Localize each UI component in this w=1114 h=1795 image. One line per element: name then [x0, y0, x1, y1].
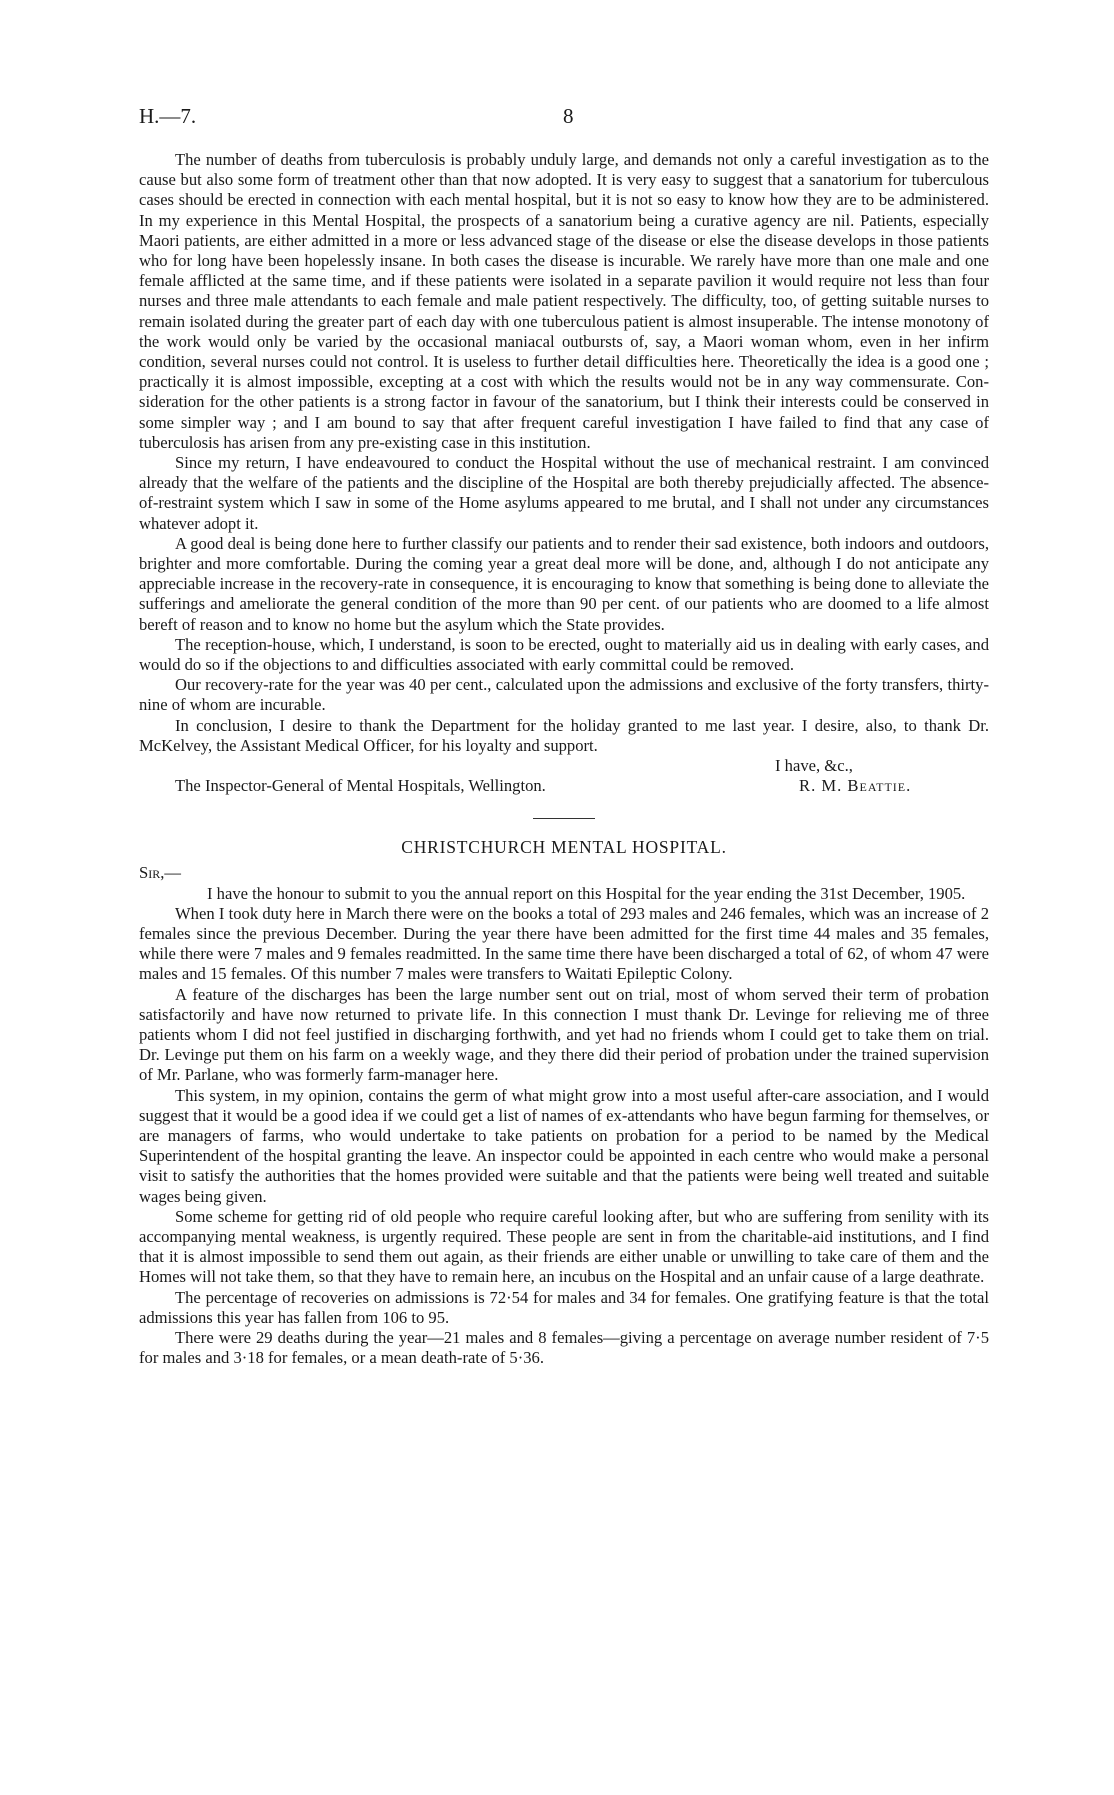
paragraph: A good deal is being done here to further classify our patients and to render their sad existence, both indoors and outdoors, brighter and more comfortable. During the coming year a great deal more will be done, and, although I do not anticipate any appreciable increase in the recovery-rate in consequence, it is encouraging to know that something is being done to alleviate the sufferings and ameliorate the general condition of the more than 90 per cent. of our patients who are doomed to a life almost bereft of reason and to know no home but the asylum which the State provides.	[139, 533, 989, 634]
section-title: CHRISTCHURCH MENTAL HOSPITAL.	[401, 837, 727, 858]
paragraph: The reception-house, which, I understand, is soon to be erected, ought to materially aid us in dealing with early cases, and would do so if the objections to and difficulties associated with early committal could be removed.	[139, 634, 989, 675]
page-number: 8	[563, 104, 574, 128]
page-body	[139, 150, 989, 1368]
salutation: Sir,—	[139, 863, 181, 883]
page-header	[139, 104, 989, 134]
paragraph: This system, in my opinion, contains the germ of what might grow into a most useful after-care association, and I would suggest that it would be a good idea if we could get a list of names of ex-attendants who have begun farming for themselves, or are managers of farms, who would undertake to take patients on probation for a period to be named by the Medical Superintendent of the hospital granting the leave. An inspector could be appointed in each centre who would make a personal visit to satisfy the authorities that the homes provided were suitable and that the patients were being well treated and suitable wages being given.	[139, 1085, 989, 1206]
paragraph: I have the honour to submit to you the annual report on this Hospital for the year ending the 31st December, 1905.	[207, 883, 966, 903]
paragraph: Since my return, I have endeavoured to conduct the Hospital without the use of mechanical restraint. I am convinced already that the welfare of the patients and the discipline of the Hospital are both thereby prejudicially affected. The absence-of-restraint system which I saw in some of the Home asylums appeared to me brutal, and I shall not under any circumstances whatever adopt it.	[139, 453, 989, 533]
paragraph: There were 29 deaths during the year—21 males and 8 females—giving a percentage on average number resident of 7·5 for males and 3·18 for females, or a mean death-rate of 5·36.	[139, 1327, 989, 1368]
paragraph: Our recovery-rate for the year was 40 per cent., calculated upon the admissions and exclusive of the forty transfers, thirty-nine of whom are incurable.	[139, 675, 989, 715]
recipient: The Inspector-General of Mental Hospitals, Wellington.	[175, 776, 546, 796]
paragraph: A feature of the discharges has been the large number sent out on trial, most of whom served their term of probation satisfactorily and have now returned to private life. In this connection I must thank Dr. Levinge for relieving me of three patients whom I did not feel justified in discharging forthwith, and yet had no friends whom I could get to take them on trial. Dr. Levinge put them on his farm on a weekly wage, and they there did their period of probation under the trained supervision of Mr. Parlane, who was formerly farm-manager here.	[139, 984, 989, 1085]
document-reference: H.—7.	[139, 104, 197, 128]
closing-row	[139, 756, 989, 776]
paragraph: The percentage of recoveries on admissions is 72·54 for males and 34 for females. One gratifying feature is that the total admissions this year has fallen from 106 to 95.	[139, 1287, 989, 1327]
christchurch-report-section	[139, 837, 989, 1368]
signature: R. M. Beattie.	[799, 776, 912, 796]
paragraph: When I took duty here in March there were on the books a total of 293 males and 246 females, which was an increase of 2 females since the previous December. During the year there have been admitted for the first time 44 males and 35 females, while there were 7 males and 9 females readmitted. In the same time there have been discharged a total of 62, of whom 47 were males and 15 females. Of this number 7 males were transfers to Waitati Epileptic Colony.	[139, 903, 989, 984]
section-divider	[533, 818, 595, 819]
paragraph: The number of deaths from tuberculosis is probably unduly large, and demands not only a careful investigation as to the cause but also some form of treatment other than that now adopted. It is very easy to suggest that a sanatorium for tuberculous cases should be erected in connection with each mental hospital, but it is not so easy to know how they are to be administered. In my experience in this Mental Hospital, the prospects of a sanatorium being a curative agency are nil. Patients, especially Maori patients, are either admitted in a more or less advanced stage of the disease or else the disease develops in those patients who for long have been hopelessly insane. In both cases the disease is incurable. We rarely have more than one male and one female afflicted at the same time, and if these patients were isolated in a separate pavilion it would require not less than four nurses and three male attendants to each female and male patient respectively. The difficulty, too, of getting suitable nurses to remain isolated during the greater part of each day with one tuberculous patient is almost insuperable. The intense monotony of the work would only be varied by the occasional maniacal outbursts of, say, a Maori woman whom, even in her infirm condition, several nurses could not control. It is useless to further detail difficulties here. Theoretically the idea is a good one ; practically it is almost impossible, excepting at a cost with which the results would not be in any way commensurate. Consideration for the other patients is a strong factor in favour of the sanatorium, but I think their interests could be conserved in some simpler way ; and I am bound to say that after frequent careful investigation I have failed to find that any case of tuberculosis has arisen from any pre-existing case in this institution.	[139, 150, 989, 452]
beattie-report-section	[139, 150, 989, 798]
paragraph: Some scheme for getting rid of old people who require careful looking after, but who are suffering from senility with its accompanying mental weakness, is urgently required. These people are sent in from the charitable-aid institutions, and I find that it is almost impossible to send them out again, as their friends are either unable or unwilling to take care of them and the Homes will not take them, so that they have to remain here, an incubus on the Hospital and an unfair cause of a large deathrate.	[139, 1206, 989, 1287]
paragraph: In conclusion, I desire to thank the Department for the holiday granted to me last year. I desire, also, to thank Dr. McKelvey, the Assistant Medical Officer, for his loyalty and support.	[139, 715, 989, 755]
recipient-row	[139, 776, 989, 798]
closing-formula: I have, &c.,	[775, 756, 853, 776]
